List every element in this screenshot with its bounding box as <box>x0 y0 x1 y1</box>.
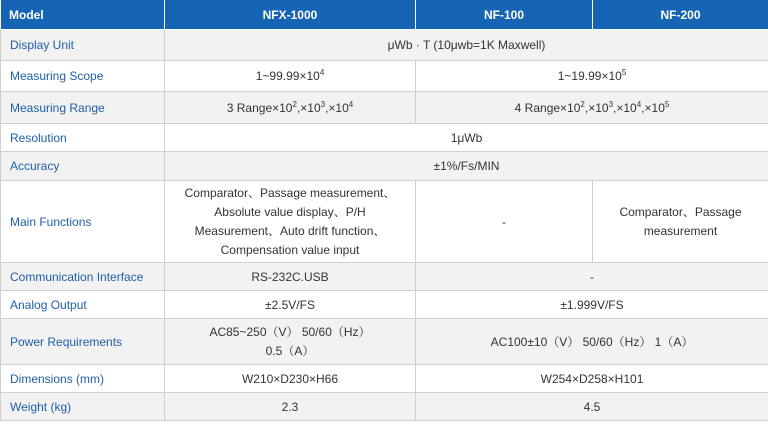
label-power: Power Requirements <box>1 319 165 365</box>
scope-nfx-base: 1~99.99×10 <box>255 69 320 83</box>
value-power-nf: AC100±10（V） 50/60（Hz） 1（A） <box>416 319 768 365</box>
value-display-unit: μWb · T (10μwb=1K Maxwell) <box>165 30 768 61</box>
value-measuring-range-nf <box>416 92 768 124</box>
row-resolution <box>1 124 768 152</box>
header-nf100: NF-100 <box>416 0 593 30</box>
value-measuring-scope-nfx1000 <box>165 61 416 92</box>
range-nfx-m1: ,×10 <box>296 100 321 115</box>
scope-nf-exp: 5 <box>621 68 627 77</box>
label-display-unit: Display Unit <box>1 30 165 61</box>
label-dimensions: Dimensions (mm) <box>1 365 165 393</box>
label-measuring-scope: Measuring Scope <box>1 61 165 92</box>
label-communication: Communication Interface <box>1 263 165 291</box>
value-main-functions-nfx1000 <box>165 181 416 263</box>
functions-nf200-line: measurement <box>643 223 718 238</box>
range-nfx-e3: 4 <box>348 99 354 109</box>
value-measuring-range-nfx1000 <box>165 92 416 124</box>
scope-nfx-exp: 4 <box>319 68 325 77</box>
value-measuring-scope-nf <box>416 61 768 92</box>
power-nfx-line: 0.5（A） <box>265 343 315 358</box>
label-measuring-range: Measuring Range <box>1 92 165 124</box>
header-model: Model <box>1 0 165 30</box>
range-nf-m3: ,×10 <box>641 100 665 115</box>
range-nf-e1: 2 <box>580 99 585 109</box>
value-dimensions-nfx1000: W210×D230×H66 <box>165 365 416 393</box>
label-resolution: Resolution <box>1 124 165 152</box>
row-power <box>1 319 768 365</box>
row-measuring-scope <box>1 61 768 92</box>
functions-nfx-line: Compensation value input <box>220 242 360 257</box>
row-display-unit <box>1 30 768 61</box>
range-nfx-m2: ,×10 <box>325 100 349 115</box>
functions-nfx-line: Absolute value display、P/H <box>214 204 366 219</box>
header-nf200: NF-200 <box>593 0 768 30</box>
range-nf-e2: 3 <box>608 99 614 109</box>
row-analog-output <box>1 291 768 319</box>
header-nfx1000: NFX-1000 <box>165 0 416 30</box>
functions-nf200-line: Comparator、Passage <box>619 204 742 219</box>
range-nfx-prefix: 3 Range×10 <box>226 100 293 115</box>
row-measuring-range <box>1 92 768 124</box>
row-weight <box>1 393 768 421</box>
value-dimensions-nf: W254×D258×H101 <box>416 365 768 393</box>
row-dimensions <box>1 365 768 393</box>
range-nf-m1: ,×10 <box>584 100 609 115</box>
value-communication-nfx1000: RS-232C.USB <box>165 263 416 291</box>
range-nfx-e2: 3 <box>320 99 326 109</box>
range-nf-e4: 5 <box>664 99 670 109</box>
functions-nfx-line: Measurement、Auto drift function、 <box>194 223 386 238</box>
value-main-functions-nf200 <box>593 181 768 263</box>
range-nf-prefix: 4 Range×10 <box>514 100 581 115</box>
row-main-functions <box>1 181 768 263</box>
value-main-functions-nf100: - <box>416 181 593 263</box>
range-nf-e3: 4 <box>636 99 642 109</box>
value-resolution: 1μWb <box>165 124 768 152</box>
range-nf-m2: ,×10 <box>613 100 637 115</box>
label-analog-output: Analog Output <box>1 291 165 319</box>
scope-nf-base: 1~19.99×10 <box>557 69 622 83</box>
value-communication-nf: - <box>416 263 768 291</box>
header-row <box>1 0 768 30</box>
value-weight-nf: 4.5 <box>416 393 768 421</box>
label-accuracy: Accuracy <box>1 152 165 181</box>
value-weight-nfx1000: 2.3 <box>165 393 416 421</box>
row-communication <box>1 263 768 291</box>
value-power-nfx1000 <box>165 319 416 365</box>
functions-nfx-line: Comparator、Passage measurement、 <box>184 185 396 200</box>
power-nfx-line: AC85~250（V） 50/60（Hz） <box>209 324 371 339</box>
range-nfx-e1: 2 <box>292 99 297 109</box>
value-accuracy: ±1%/Fs/MIN <box>165 152 768 181</box>
value-analog-output-nfx1000: ±2.5V/FS <box>165 291 416 319</box>
label-weight: Weight (kg) <box>1 393 165 421</box>
label-main-functions: Main Functions <box>1 181 165 263</box>
value-analog-output-nf: ±1.999V/FS <box>416 291 768 319</box>
row-accuracy <box>1 152 768 181</box>
